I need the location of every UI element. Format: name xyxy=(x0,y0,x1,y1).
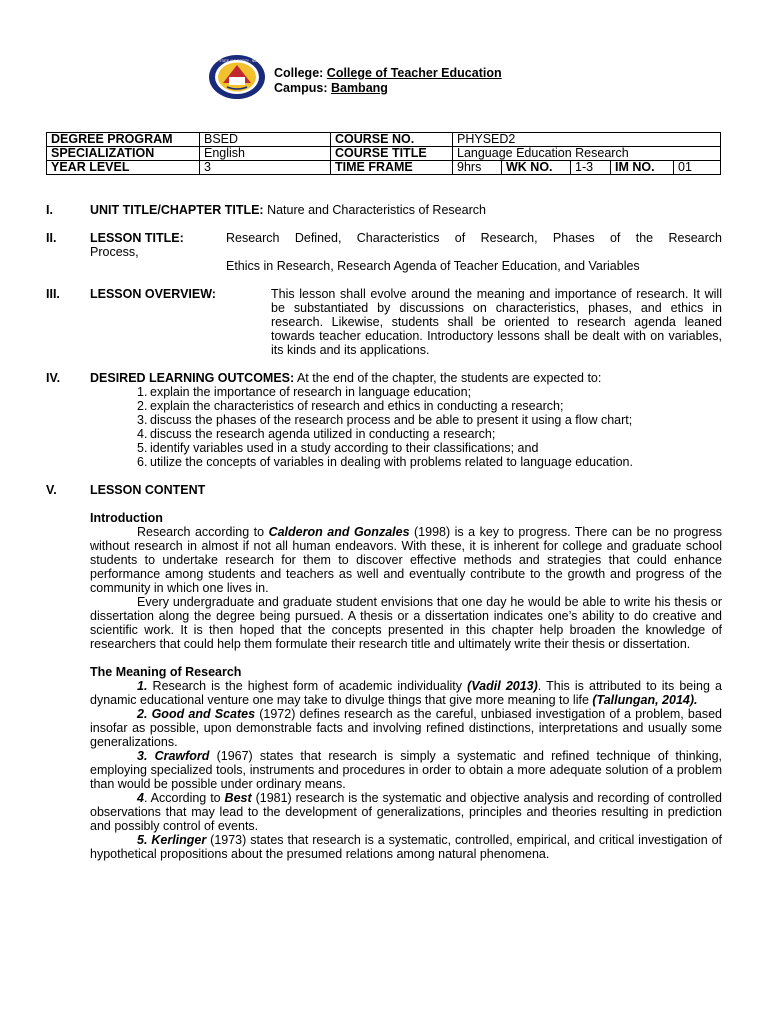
college-label: College: xyxy=(274,66,324,80)
lesson-title-label: LESSON TITLE: xyxy=(90,231,184,245)
time-frame-cell xyxy=(453,161,721,175)
specialization-label: SPECIALIZATION xyxy=(47,147,200,161)
degree-program-label: DEGREE PROGRAM xyxy=(47,133,200,147)
learning-outcomes-label: DESIRED LEARNING OUTCOMES: xyxy=(90,371,295,385)
lesson-overview-label: LESSON OVERVIEW: xyxy=(90,287,216,301)
seal-text: PRESIDENT RAMON MAGSAYSAY STATE UNIVERSITY - NUEVA VIZCAYA STATE UNIVERSITY xyxy=(167,59,307,63)
wk-no-value: 1-3 xyxy=(571,161,611,174)
table-row xyxy=(47,133,721,147)
year-level-value: 3 xyxy=(200,161,331,175)
list-item: 4. discuss the research agenda utilized in conducting a research; xyxy=(137,427,496,441)
definition-5: 5. Kerlinger (1973) states that research is a systematic, controlled, empirical, and critical investigation of hypothetical propositions about the presumed relations among natural phenomena. xyxy=(90,833,723,861)
definition-3: 3. Crawford (1967) states that research is simply a systematic and refined technique of thinking, employing specialized tools, instruments and procedures in order to obtain a more adequate solution of a problem than would be possible under ordinary means. xyxy=(90,749,722,791)
wk-no-label: WK NO. xyxy=(502,161,571,174)
list-item: 6. utilize the concepts of variables in dealing with problems related to language education. xyxy=(137,455,633,469)
learning-outcomes-intro: At the end of the chapter, the students are expected to: xyxy=(294,371,602,385)
learning-outcomes-section xyxy=(46,371,722,469)
list-item: 3. discuss the phases of the research process and be able to present it using a flow chart; xyxy=(137,413,633,427)
author-name: Calderon and Gonzales xyxy=(268,525,410,539)
course-no-label: COURSE NO. xyxy=(331,133,453,147)
introduction-heading: Introduction xyxy=(90,511,163,525)
year-level-label: YEAR LEVEL xyxy=(47,161,200,175)
table-row xyxy=(47,161,721,175)
meaning-heading: The Meaning of Research xyxy=(90,665,242,679)
time-frame-label: TIME FRAME xyxy=(331,161,453,175)
course-title-label: COURSE TITLE xyxy=(331,147,453,161)
college-info xyxy=(274,66,502,96)
section-number: II. xyxy=(46,231,57,245)
campus-value: Bambang xyxy=(330,81,388,95)
college-line xyxy=(274,66,502,81)
section-number: III. xyxy=(46,287,60,301)
definition-1: 1. Research is the highest form of academic individuality (Vadil 2013). This is attributed to its being a dynamic educational venture one may take to divulge things that give more meaning to life (Tallungan, 2014). xyxy=(90,679,723,707)
lesson-title-section xyxy=(46,231,722,273)
course-no-value: PHYSED2 xyxy=(453,133,721,147)
unit-title-label: UNIT TITLE/CHAPTER TITLE: xyxy=(90,203,264,217)
lesson-title-line1: Research Defined, Characteristics of Research, Phases of the Research xyxy=(226,231,722,245)
course-info-table xyxy=(46,132,721,175)
outcomes-list xyxy=(90,385,722,469)
section-number: V. xyxy=(46,483,57,497)
lesson-content xyxy=(46,203,722,861)
time-frame-value: 9hrs xyxy=(453,161,502,174)
definition-4: 4. According to Best (1981) research is the systematic and objective analysis and recording of controlled observations that may lead to the development of generalizations, principles and theories resulting in prediction and possibly control of events. xyxy=(90,791,722,833)
im-no-value: 01 xyxy=(678,160,692,174)
definition-2: 2. Good and Scates (1972) defines research as the careful, unbiased investigation of a problem, based insofar as possible, upon demonstrable facts and involving refined distinctions, interpretations and usually some generalizations. xyxy=(90,707,722,749)
lesson-content-section xyxy=(46,483,722,497)
campus-line xyxy=(274,81,502,96)
lesson-content-label: LESSON CONTENT xyxy=(90,483,206,497)
section-number: I. xyxy=(46,203,53,217)
degree-program-value: BSED xyxy=(200,133,331,147)
lesson-title-line3: Ethics in Research, Research Agenda of Teacher Education, and Variables xyxy=(226,259,640,273)
lesson-overview-section xyxy=(46,287,722,357)
campus-label: Campus: xyxy=(274,81,328,95)
lesson-title-line2: Process, xyxy=(90,245,139,259)
course-title-value: Language Education Research xyxy=(453,147,721,161)
list-item: 2. explain the characteristics of research and ethics in conducting a research; xyxy=(137,399,564,413)
introduction-paragraph-2: Every undergraduate and graduate student envisions that one day he would be able to write his thesis or dissertation along the degree being pursued. A thesis or a dissertation indicates one’s ability to do creative and scientific work. It is then hoped that the concepts presented in this chapter help broaden the knowledge of researchers that could help them formulate their research title and ultimately write their thesis or dissertation. xyxy=(90,595,722,651)
list-item: 5. identify variables used in a study according to their classifications; and xyxy=(137,441,539,455)
specialization-value: English xyxy=(200,147,331,161)
list-item: 1. explain the importance of research in language education; xyxy=(137,385,472,399)
im-no-label: IM NO. xyxy=(611,161,674,174)
introduction-paragraph-1: Research according to Calderon and Gonzales (1998) is a key to progress. There can be no progress without research in almost if not all human endeavors. With these, it is inherent for college and graduate school students to undertake research for them to discover effective methods and strategies that could enhance performance among students and teachers as well and eventually contribute to the growth and progress of the community in which one lives in. xyxy=(90,525,722,595)
section-number: IV. xyxy=(46,371,61,385)
unit-title-section xyxy=(46,203,722,217)
lesson-overview-text: This lesson shall evolve around the meaning and importance of research. It will be substantiated by discussions on characteristics, phases, and ethics in research. Likewise, students shall be oriented to research agenda leaned towards teacher education. Introductory lessons shall be dealt with on variables, its kinds and its applications. xyxy=(271,287,722,357)
unit-title-value: Nature and Characteristics of Research xyxy=(263,203,486,217)
table-row xyxy=(47,147,721,161)
college-value: College of Teacher Education xyxy=(326,66,502,80)
